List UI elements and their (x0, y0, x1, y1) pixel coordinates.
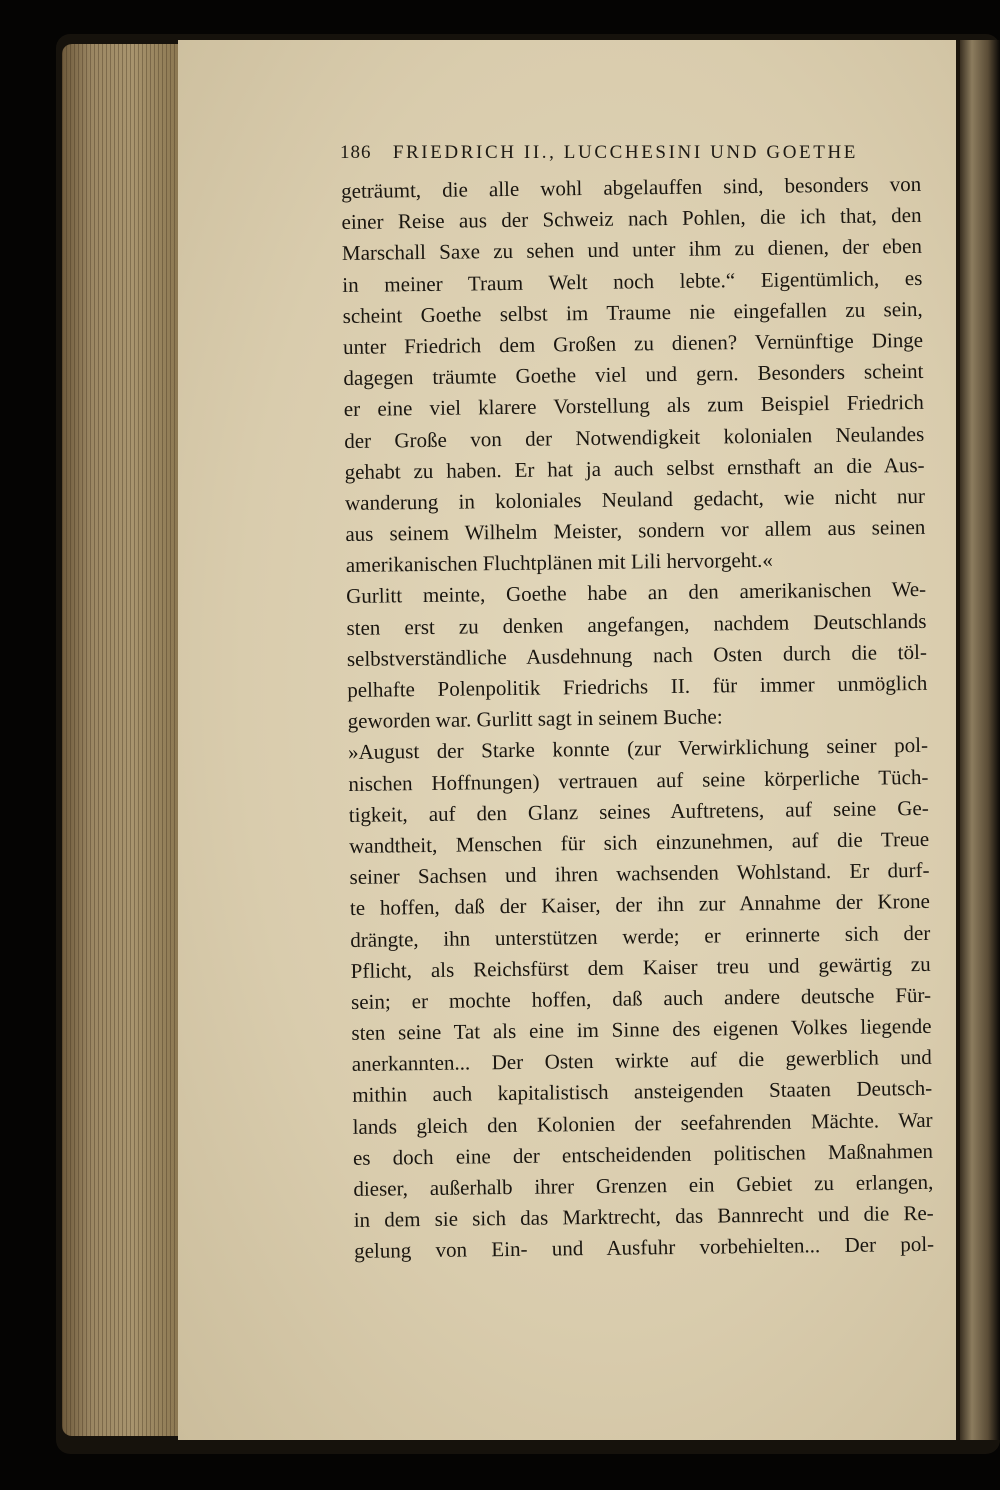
text-line: te hoffen, daß der Kaiser, der ihn zur Annahme der Krone (349, 889, 931, 921)
text-line: geträumt, die alle wohl abgelauffen sind, besonders von (341, 171, 922, 203)
text-line: einer Reise aus der Schweiz nach Pohlen, die ich that, den (341, 203, 922, 235)
text-line: in dem sie sich das Marktrecht, das Bannrecht und die Re- (353, 1201, 934, 1233)
text-line: in meiner Traum Welt noch lebte.“ Eigentümlich, es (342, 265, 923, 297)
text-line: tigkeit, auf den Glanz seines Auftretens, auf seine Ge- (348, 795, 929, 827)
text-line: selbstverständliche Ausdehnung nach Osten durch die töl- (346, 639, 928, 671)
text-line: dieser, außerhalb ihrer Grenzen ein Gebiet zu erlangen, (353, 1169, 934, 1201)
text-line: seiner Sachsen und ihren wachsenden Wohlstand. Er durf- (349, 857, 930, 890)
text-line: Gurlitt meinte, Goethe habe an den amerikanischen We- (345, 577, 927, 609)
facing-page-edge (960, 40, 1000, 1440)
text-line: es doch eine der entscheidenden politischen Maßnahmen (352, 1138, 934, 1170)
text-line: wanderung in koloniales Neuland gedacht, wie nicht nur (344, 483, 926, 515)
text-line: wandtheit, Menschen für sich einzunehmen, auf die Treue (349, 826, 930, 858)
text-line: gehabt zu haben. Er hat ja auch selbst ernsthaft an die Aus- (344, 452, 925, 484)
text-line: anerkannten... Der Osten wirkte auf die gewerblich und (351, 1045, 932, 1077)
text-line: sten seine Tat als eine im Sinne des eigenen Volkes liegende (351, 1013, 932, 1045)
text-line: gelung von Ein- und Ausfuhr vorbehielten... Der pol- (353, 1232, 935, 1264)
text-line: nischen Hoffnungen) vertrauen auf seine körperliche Tüch- (348, 764, 929, 796)
text-line: aus seinem Wilhelm Meister, sondern vor allem aus seinen (345, 514, 926, 547)
text-line: dagegen träumte Goethe viel und gern. Besonders scheint (343, 359, 924, 391)
text-line: drängte, ihn unterstützen werde; er erinnerte sich der (350, 920, 931, 952)
running-header (340, 142, 858, 164)
body-text (341, 169, 934, 1268)
text-line: er eine viel klarere Vorstellung als zum Beispiel Friedrich (343, 390, 924, 422)
text-line: unter Friedrich dem Großen zu dienen? Vernünftige Dinge (342, 327, 924, 359)
page-number: 186 (340, 142, 372, 163)
text-line: der Große von der Notwendigkeit kolonialen Neulandes (344, 421, 925, 453)
text-line: sten erst zu denken angefangen, nachdem Deutschlands (346, 608, 927, 640)
page-edges (62, 44, 178, 1436)
text-line: Pflicht, als Reichsfürst dem Kaiser treu und gewärtig zu (350, 951, 931, 983)
text-line: »August der Starke konnte (zur Verwirklichung seiner pol- (347, 733, 929, 765)
text-line: scheint Goethe selbst im Traume nie eingefallen zu sein, (342, 296, 923, 328)
text-line: amerikanischen Fluchtplänen mit Lili hervorgeht.« (345, 548, 773, 578)
running-title: FRIEDRICH II., LUCCHESINI UND GOETHE (392, 142, 858, 163)
text-line: sein; er mochte hoffen, daß auch andere deutsche Für- (350, 982, 932, 1014)
text-line: lands gleich den Kolonien der seefahrenden Mächte. War (352, 1107, 933, 1139)
text-line: Marschall Saxe zu sehen und unter ihm zu dienen, der eben (341, 234, 923, 266)
text-line: mithin auch kapitalistisch ansteigenden Staaten Deutsch- (352, 1076, 933, 1108)
text-line: geworden war. Gurlitt sagt in seinem Buche: (347, 704, 723, 734)
text-line: pelhafte Polenpolitik Friedrichs II. für immer unmöglich (347, 670, 928, 702)
